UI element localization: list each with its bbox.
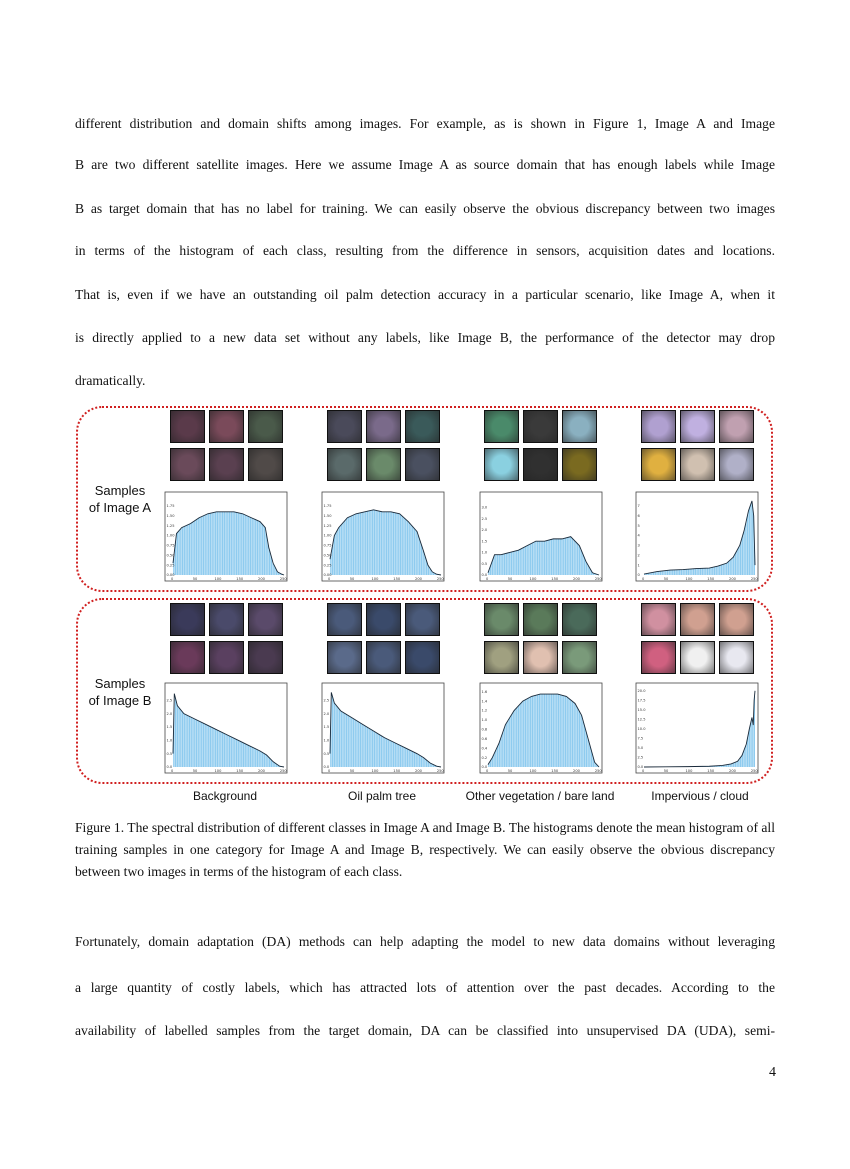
histogram-y-tick: 0.0 [481, 765, 488, 770]
histogram-y-tick: 2.5 [166, 698, 173, 703]
histogram-x-tick: 100 [529, 769, 537, 773]
histogram-y-tick: 4 [637, 533, 640, 538]
histogram-y-tick: 2.0 [323, 711, 330, 716]
histogram-x-tick: 0 [486, 769, 489, 773]
histogram-x-tick: 200 [573, 769, 580, 773]
histogram-y-tick: 1.50 [323, 513, 332, 518]
histogram-y-tick: 1.25 [166, 523, 175, 528]
histogram-x-tick: 250 [279, 577, 287, 581]
histogram-y-tick: 2.5 [637, 755, 644, 760]
column-label-other-vegetation: Other vegetation / bare land [465, 789, 615, 803]
histogram-y-tick: 0.5 [323, 751, 330, 756]
histogram-y-tick: 0.2 [481, 755, 488, 760]
histogram-y-tick: 7.5 [637, 736, 644, 741]
histogram-chart [636, 683, 758, 773]
histogram-x-tick: 0 [328, 577, 331, 581]
histogram-x-tick: 250 [436, 769, 444, 773]
histogram-x-tick: 150 [236, 577, 244, 581]
histogram-y-tick: 0.8 [481, 727, 488, 732]
histogram-x-tick: 200 [415, 769, 422, 773]
histogram-y-tick: 5 [637, 523, 640, 528]
page-number: 4 [769, 1065, 776, 1080]
histogram-x-tick: 150 [393, 769, 401, 773]
column-label-impervious-cloud: Impervious / cloud [651, 789, 749, 803]
histogram-y-tick: 0.75 [323, 543, 332, 548]
histogram-x-tick: 0 [171, 769, 174, 773]
histogram-x-tick: 200 [729, 769, 736, 773]
histogram-x-tick: 50 [507, 577, 513, 581]
column-label-background: Background [192, 789, 258, 803]
paragraph-2-line: Fortunately, domain adaptation (DA) methods can help adapting the model to new data domains without leveraging [75, 934, 775, 949]
column-label-oil-palm-tree: Oil palm tree [347, 789, 417, 803]
histogram-y-tick: 2.5 [481, 516, 488, 521]
histogram-x-tick: 250 [750, 577, 758, 581]
histogram-y-tick: 0.00 [323, 573, 332, 578]
histogram-y-tick: 1.5 [166, 725, 173, 730]
histogram-y-tick: 1.0 [481, 718, 488, 723]
histogram-y-tick: 10.0 [637, 727, 646, 732]
histogram-chart [165, 492, 287, 581]
paragraph-1-line: dramatically. [75, 373, 146, 388]
histogram-x-tick: 100 [214, 769, 222, 773]
histogram-y-tick: 0.0 [166, 765, 173, 770]
histogram-x-tick: 250 [750, 769, 758, 773]
histogram-y-tick: 0.25 [166, 563, 175, 568]
histogram-y-tick: 0.50 [166, 553, 175, 558]
histogram-x-tick: 100 [371, 577, 379, 581]
histogram-y-tick: 17.5 [637, 698, 646, 703]
histogram-x-tick: 150 [707, 769, 715, 773]
histogram-x-tick: 0 [171, 577, 174, 581]
histogram-y-tick: 1.75 [166, 504, 175, 509]
histogram-y-tick: 6 [637, 513, 640, 518]
histogram-y-tick: 3.0 [481, 505, 488, 510]
paragraph-2-line: availability of labelled samples from the target domain, DA can be classified into unsupervised DA (UDA), semi- [75, 1023, 775, 1038]
paragraph-1-line: B are two different satellite images. Here we assume Image A as source domain that has enough labels while Image [75, 157, 775, 172]
paragraph-1-line: in terms of the histogram of each class, resulting from the difference in sensors, acquisition dates and locations. [75, 243, 775, 258]
histogram-chart [322, 492, 444, 581]
histogram-x-tick: 250 [594, 769, 602, 773]
histogram-x-tick: 150 [551, 769, 559, 773]
histogram-y-tick: 2 [637, 553, 640, 558]
histogram-x-tick: 100 [685, 577, 693, 581]
histogram-y-tick: 1.75 [323, 504, 332, 509]
histogram-x-tick: 250 [594, 577, 602, 581]
histogram-y-tick: 1.00 [166, 533, 175, 538]
histogram-y-tick: 1.50 [166, 513, 175, 518]
histogram-y-tick: 1.25 [323, 523, 332, 528]
histogram-x-tick: 50 [507, 769, 513, 773]
histogram-x-tick: 250 [436, 577, 444, 581]
histogram-x-tick: 100 [529, 577, 537, 581]
row-label-image-b: Samples of Image B [88, 676, 152, 708]
histogram-chart [480, 683, 602, 773]
histogram-y-tick: 2.5 [323, 698, 330, 703]
histogram-y-tick: 2.0 [166, 711, 173, 716]
histogram-y-tick: 0.6 [481, 736, 488, 741]
histogram-y-tick: 20.0 [637, 689, 646, 694]
histogram-x-tick: 200 [729, 577, 736, 581]
figure-caption: Figure 1. The spectral distribution of different classes in Image A and Image B. The histograms denote the mean histogram of all training samples in one category for Image A and Image B, respectively. We can easily observe the obvious discrepancy between two images in terms of the histogram of each class. [75, 820, 775, 879]
histogram-y-tick: 0.5 [166, 751, 173, 756]
histogram-x-tick: 250 [279, 769, 287, 773]
histogram-y-tick: 1.5 [323, 725, 330, 730]
histogram-y-tick: 0.0 [637, 765, 644, 770]
histogram-x-tick: 0 [642, 769, 645, 773]
histogram-x-tick: 50 [663, 577, 669, 581]
histogram-y-tick: 1.6 [481, 689, 488, 694]
histogram-x-tick: 100 [371, 769, 379, 773]
histogram-y-tick: 1.4 [481, 699, 488, 704]
histogram-x-tick: 150 [707, 577, 715, 581]
histogram-y-tick: 1.0 [481, 550, 488, 555]
histogram-y-tick: 0.0 [323, 765, 330, 770]
histogram-x-tick: 50 [349, 577, 355, 581]
histogram-x-tick: 50 [192, 577, 198, 581]
histogram-y-tick: 0 [637, 573, 640, 578]
histogram-y-tick: 0.00 [166, 573, 175, 578]
histogram-y-tick: 0.4 [481, 746, 488, 751]
histogram-x-tick: 200 [415, 577, 422, 581]
histogram-x-tick: 150 [551, 577, 559, 581]
histogram-y-tick: 1.0 [166, 738, 173, 743]
histogram-y-tick: 5.0 [637, 746, 644, 751]
histogram-y-tick: 0.25 [323, 563, 332, 568]
histogram-x-tick: 50 [663, 769, 669, 773]
histogram-y-tick: 1.00 [323, 533, 332, 538]
histogram-x-tick: 200 [258, 577, 265, 581]
paragraph-1-line: is directly applied to a new data set without any labels, like Image B, the performance of the detector may drop [75, 330, 775, 345]
histogram-chart [165, 683, 287, 773]
paragraph-1-line: B as target domain that has no label for training. We can easily observe the obvious discrepancy between two images [75, 201, 775, 216]
histogram-y-tick: 2.0 [481, 528, 488, 533]
histogram-y-tick: 0.0 [481, 573, 488, 578]
histogram-y-tick: 1.2 [481, 708, 488, 713]
paragraph-1-line: different distribution and domain shifts among images. For example, as is shown in Figure 1, Image A and Image [75, 116, 775, 131]
histogram-y-tick: 1.5 [481, 539, 488, 544]
paragraph-2-line: a large quantity of costly labels, which has attracted lots of attention over the past decades. According to the [75, 980, 775, 995]
histogram-x-tick: 50 [349, 769, 355, 773]
histogram-y-tick: 0.5 [481, 561, 488, 566]
histogram-x-tick: 200 [258, 769, 265, 773]
histogram-y-tick: 15.0 [637, 708, 646, 713]
histogram-x-tick: 0 [486, 577, 489, 581]
histogram-x-tick: 150 [393, 577, 401, 581]
histogram-y-tick: 0.50 [323, 553, 332, 558]
histogram-x-tick: 0 [328, 769, 331, 773]
histogram-x-tick: 150 [236, 769, 244, 773]
histogram-y-tick: 12.5 [637, 717, 646, 722]
histogram-y-tick: 1.0 [323, 738, 330, 743]
histogram-x-tick: 100 [214, 577, 222, 581]
histogram-x-tick: 0 [642, 577, 645, 581]
histogram-chart [636, 492, 758, 581]
histogram-x-tick: 200 [573, 577, 580, 581]
histogram-y-tick: 0.75 [166, 543, 175, 548]
histogram-x-tick: 50 [192, 769, 198, 773]
histogram-y-tick: 7 [637, 504, 640, 509]
histogram-y-tick: 3 [637, 543, 640, 548]
histogram-chart [480, 492, 602, 581]
paragraph-1-line: That is, even if we have an outstanding oil palm detection accuracy in a particular scenario, like Image A, when it [75, 287, 775, 302]
histogram-x-tick: 100 [685, 769, 693, 773]
row-label-image-a: Samples of Image A [88, 483, 152, 515]
histogram-chart [322, 683, 444, 773]
histogram-y-tick: 1 [637, 563, 640, 568]
